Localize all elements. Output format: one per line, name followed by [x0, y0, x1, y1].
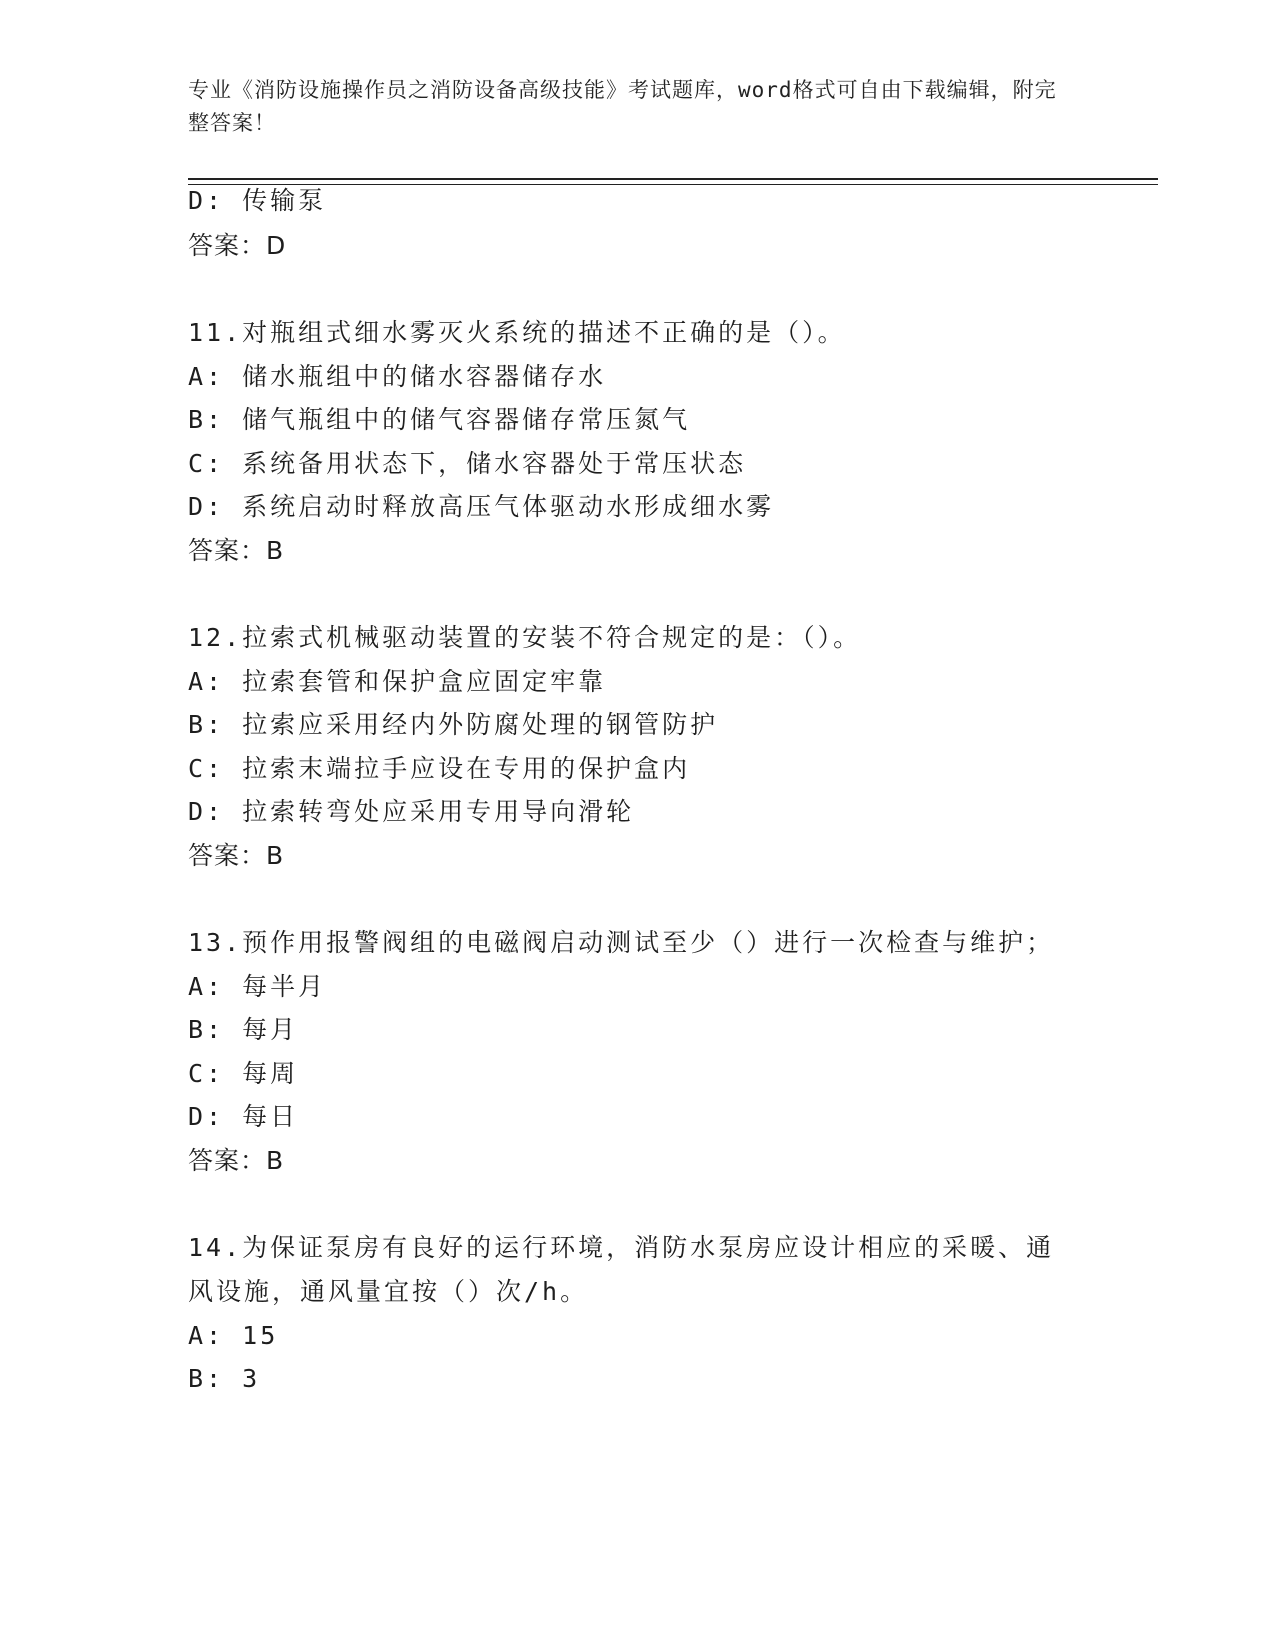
question-11-option-d: D: 系统启动时释放高压气体驱动水形成细水雾 [188, 492, 775, 521]
question-13-option-b: B: 每月 [188, 1015, 299, 1044]
question-13-option-c: C: 每周 [188, 1059, 299, 1088]
question-12-stem: 12.拉索式机械驱动装置的安装不符合规定的是：（）。 [188, 623, 862, 652]
prev-answer: 答案：D [188, 231, 287, 260]
question-11-answer: 答案：B [188, 536, 285, 565]
question-14-stem-line-1: 14.为保证泵房有良好的运行环境，消防水泵房应设计相应的采暖、通 [188, 1233, 1055, 1262]
question-11-option-b: B: 储气瓶组中的储气容器储存常压氮气 [188, 405, 691, 434]
question-12-answer: 答案：B [188, 841, 285, 870]
question-11-option-c: C: 系统备用状态下，储水容器处于常压状态 [188, 449, 747, 478]
question-11-option-a: A: 储水瓶组中的储水容器储存水 [188, 362, 607, 391]
prev-option-d: D: 传输泵 [188, 186, 327, 215]
question-11-stem: 11.对瓶组式细水雾灭火系统的描述不正确的是（）。 [188, 318, 846, 347]
question-13-option-a: A: 每半月 [188, 972, 327, 1001]
question-13-stem: 13.预作用报警阀组的电磁阀启动测试至少（）进行一次检查与维护； [188, 928, 1055, 957]
question-13-answer: 答案：B [188, 1146, 285, 1175]
document-header: 专业《消防设施操作员之消防设备高级技能》考试题库，word格式可自由下载编辑，附完整答案！ [188, 78, 1057, 135]
question-14-option-b: B: 3 [188, 1364, 261, 1393]
question-12-option-b: B: 拉索应采用经内外防腐处理的钢管防护 [188, 710, 719, 739]
question-12-option-a: A: 拉索套管和保护盒应固定牢靠 [188, 667, 607, 696]
header-divider-thick [188, 178, 1158, 180]
question-14-stem-line-2: 风设施，通风量宜按（）次/h。 [188, 1277, 589, 1306]
question-14-option-a: A: 15 [188, 1321, 279, 1350]
question-12-option-c: C: 拉索末端拉手应设在专用的保护盒内 [188, 754, 691, 783]
question-13-option-d: D: 每日 [188, 1102, 299, 1131]
header-divider-thin [188, 184, 1158, 185]
question-12-option-d: D: 拉索转弯处应采用专用导向滑轮 [188, 797, 635, 826]
